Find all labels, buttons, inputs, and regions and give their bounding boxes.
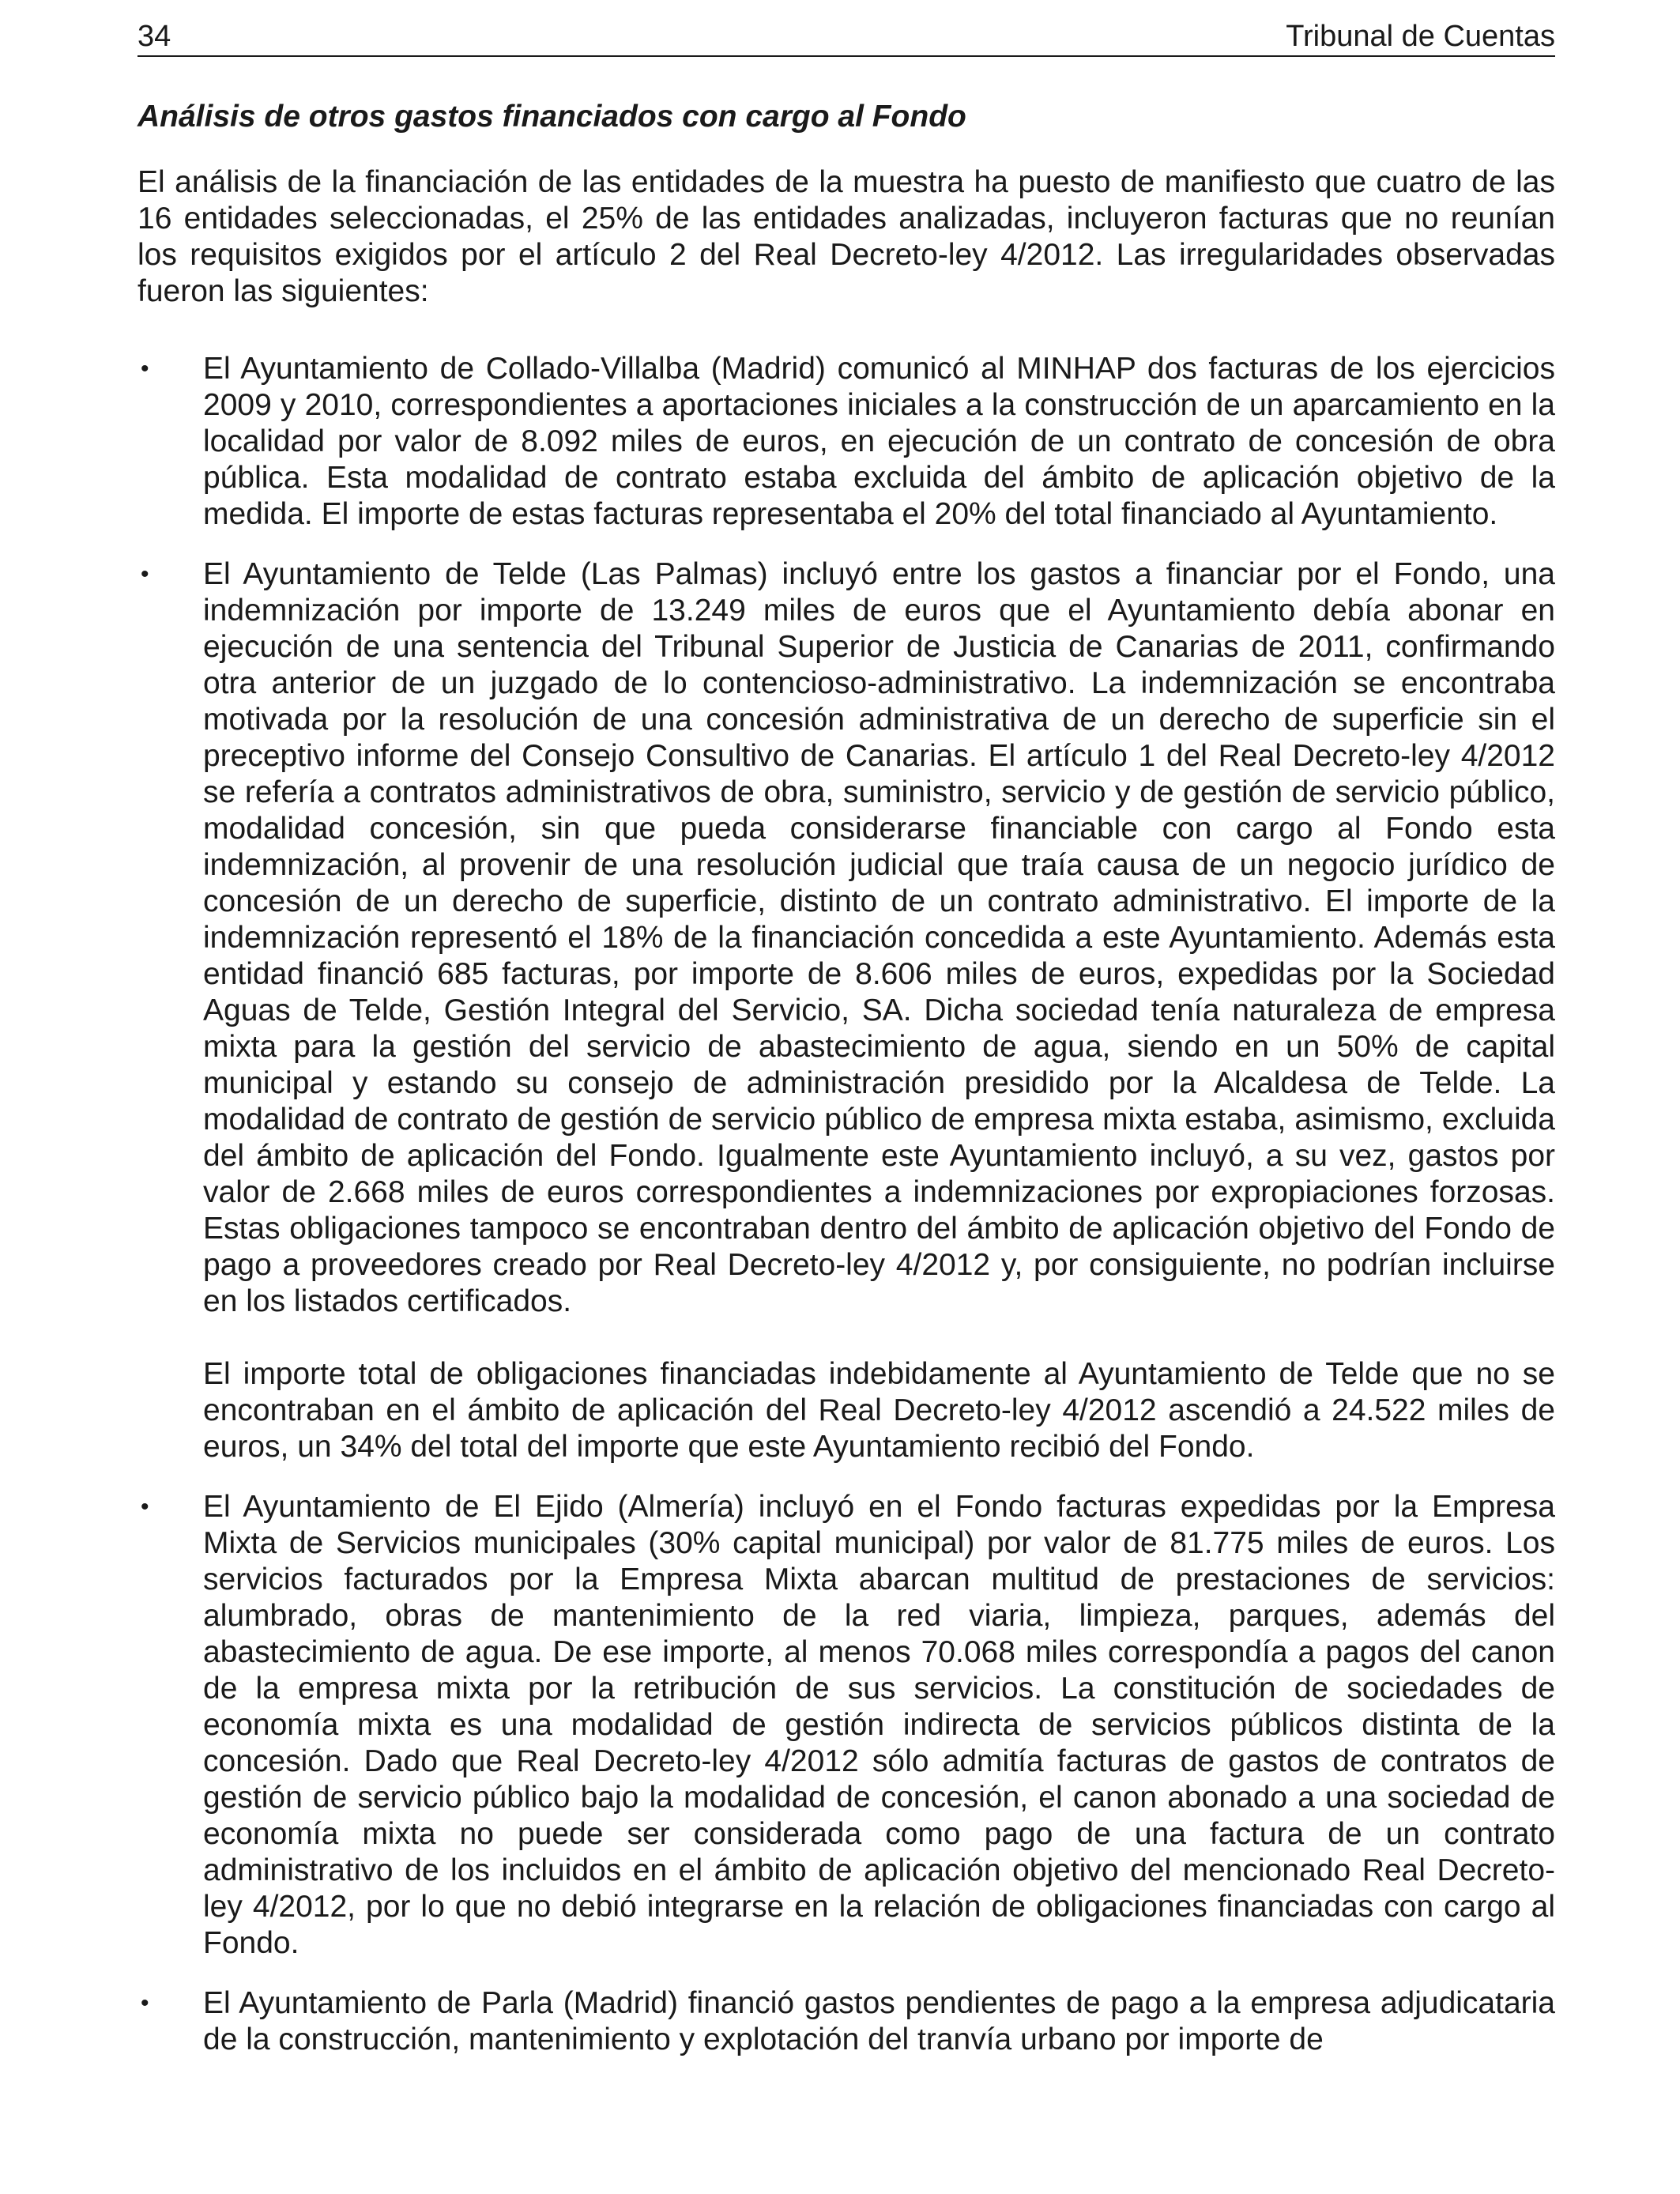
list-item-text: El Ayuntamiento de El Ejido (Almería) incluyó en el Fondo facturas expedidas por la Empresa Mixta de Servicios municipales (30% capital municipal) por valor de 81.775 miles de euros. Los servicios facturados por la Empresa Mixta abarcan multitud de prestaciones de servicios: alumbrado, obras de mantenimiento de la red viaria, limpieza, parques, además del abastecimiento de agua. De ese importe, al menos 70.068 miles correspondía a pagos del canon de la empresa mixta por la retribución de sus servicios. La constitución de sociedades de economía mixta es una modalidad de gestión indirecta de servicios públicos distinta de la concesión. Dado que Real Decreto-ley 4/2012 sólo admitía facturas de gastos de contratos de gestión de servicio público bajo la modalidad de concesión, el canon abonado a una sociedad de economía mixta no puede ser considerada como pago de una factura de un contrato administrativo de los incluidos en el ámbito de aplicación objetivo del mencionado Real Decreto-ley 4/2012, por lo que no debió integrarse en la relación de obligaciones financiadas con cargo al Fondo. [203,1490,1555,1960]
list-item-text: El Ayuntamiento de Parla (Madrid) financió gastos pendientes de pago a la empresa adjudicataria de la construcción, mantenimiento y explotación del tranvía urbano por importe de [203,1986,1555,2056]
list-item-collado-villalba [137,351,1555,533]
list-item-el-ejido [137,1489,1555,1962]
bullet-icon: • [141,561,149,587]
list-item-parla [137,1985,1555,2058]
irregularities-list [137,351,1555,2058]
list-item-subparagraph: El importe total de obligaciones financiadas indebidamente al Ayuntamiento de Telde que no se encontraban en el ámbito de aplicación del Real Decreto-ley 4/2012 ascendió a 24.522 miles de euros, un 34% del total del importe que este Ayuntamiento recibió del Fondo. [203,1357,1555,1464]
intro-paragraph: El análisis de la financiación de las entidades de la muestra ha puesto de manifiesto que cuatro de las 16 entidades seleccionadas, el 25% de las entidades analizadas, incluyeron facturas que no reunían los requisitos exigidos por el artículo 2 del Real Decreto-ley 4/2012. Las irregularidades observadas fueron las siguientes: [137,165,1555,308]
list-item-text: El Ayuntamiento de Collado-Villalba (Madrid) comunicó al MINHAP dos facturas de los ejercicios 2009 y 2010, correspondientes a aportaciones iniciales a la construcción de un aparcamiento en la localidad por valor de 8.092 miles de euros, en ejecución de un contrato de concesión de obra pública. Esta modalidad de contrato estaba excluida del ámbito de aplicación objetivo de la medida. El importe de estas facturas representaba el 20% del total financiado al Ayuntamiento. [203,352,1555,531]
list-item-text: El Ayuntamiento de Telde (Las Palmas) incluyó entre los gastos a financiar por el Fondo, una indemnización por importe de 13.249 miles de euros que el Ayuntamiento debía abonar en ejecución de una sentencia del Tribunal Superior de Justicia de Canarias de 2011, confirmando otra anterior de un juzgado de lo contencioso-administrativo. La indemnización se encontraba motivada por la resolución de una concesión administrativa de un derecho de superficie sin el preceptivo informe del Consejo Consultivo de Canarias. El artículo 1 del Real Decreto-ley 4/2012 se refería a contratos administrativos de obra, suministro, servicio y de gestión de servicio público, modalidad concesión, sin que pueda considerarse financiable con cargo al Fondo esta indemnización, al provenir de una resolución judicial que traía causa de un negocio jurídico de concesión de un derecho de superficie, distinto de un contrato administrativo. El importe de la indemnización representó el 18% de la financiación concedida a este Ayuntamiento. Además esta entidad financió 685 facturas, por importe de 8.606 miles de euros, expedidas por la Sociedad Aguas de Telde, Gestión Integral del Servicio, SA. Dicha sociedad tenía naturaleza de empresa mixta para la gestión del servicio de abastecimiento de agua, siendo en un 50% de capital municipal y estando su consejo de administración presidido por la Alcaldesa de Telde. La modalidad de contrato de gestión de servicio público de empresa mixta estaba, asimismo, excluida del ámbito de aplicación del Fondo. Igualmente este Ayuntamiento incluyó, a su vez, gastos por valor de 2.668 miles de euros correspondientes a indemnizaciones por expropiaciones forzosas. Estas obligaciones tampoco se encontraban dentro del ámbito de aplicación objetivo del Fondo de pago a proveedores creado por Real Decreto-ley 4/2012 y, por consiguiente, no podrían incluirse en los listados certificados. [203,557,1555,1318]
section-title: Análisis de otros gastos financiados con cargo al Fondo [137,100,966,134]
page-number: 34 [137,20,171,53]
bullet-icon: • [141,356,149,382]
main-content [137,93,1555,2058]
page-header [137,17,1555,57]
bullet-icon: • [141,1990,149,2016]
running-title: Tribunal de Cuentas [1286,20,1555,53]
bullet-icon: • [141,1494,149,1520]
list-item-telde [137,556,1555,1465]
